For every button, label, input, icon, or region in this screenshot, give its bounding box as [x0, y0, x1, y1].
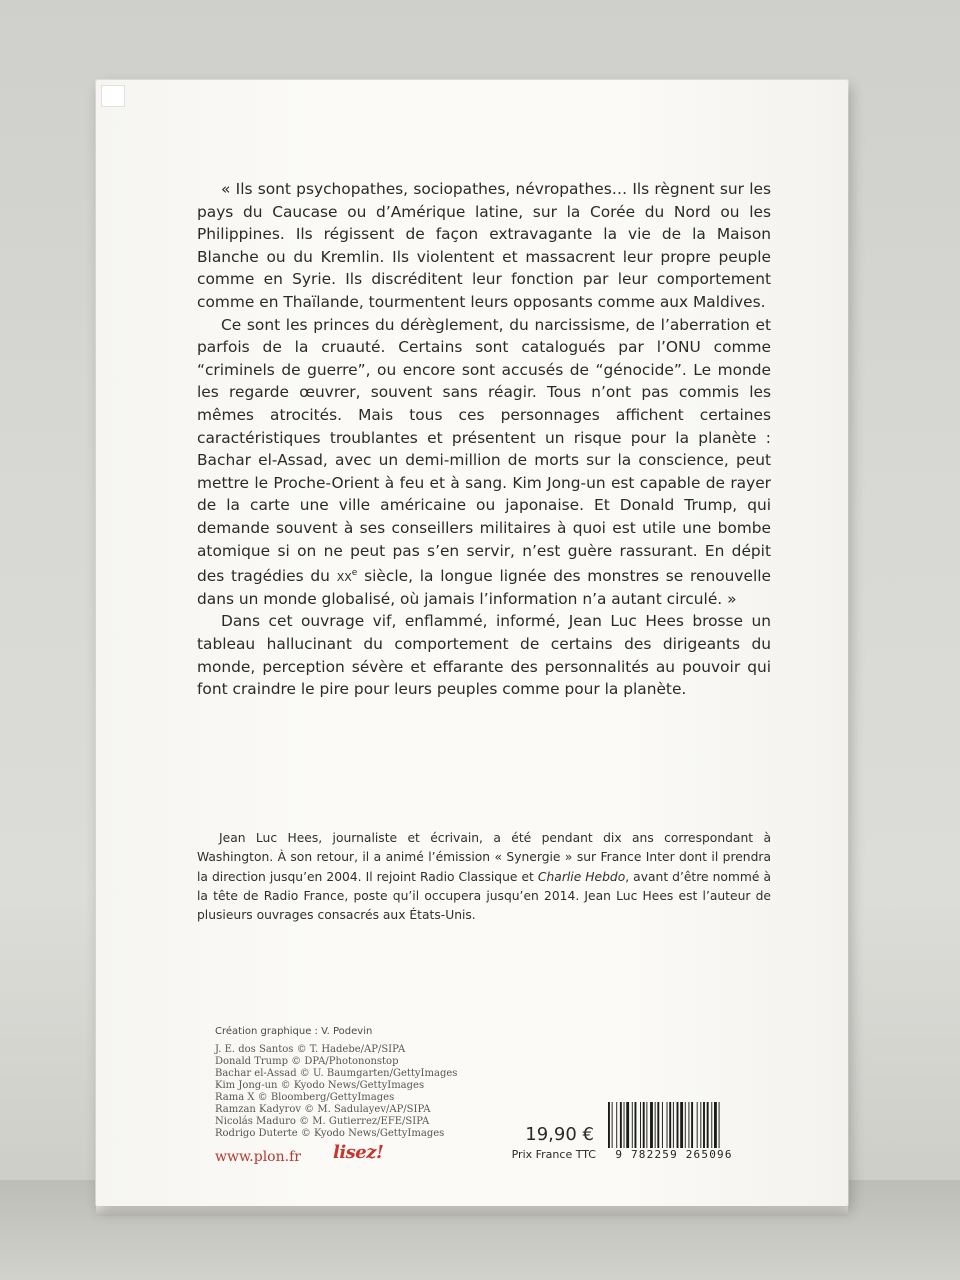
barcode-bar	[620, 1102, 622, 1148]
blurb-paragraph-3: Dans cet ouvrage vif, enflammé, informé, Jean Luc Hees brosse un tableau hallucinant du comportement de certains des dirigeants du monde, perception sévère et effarante des personnalités au pouvoir qui font craindre le pire pour leurs peuples comme pour la planète.	[197, 612, 771, 699]
barcode-bar	[700, 1102, 701, 1148]
price: 19,90 €	[525, 1124, 594, 1145]
lisez-logo: lisez!	[333, 1142, 384, 1163]
cover-corner-tab	[101, 85, 125, 107]
century-numeral: xx	[336, 567, 352, 586]
photo-credit-line: Nicolás Maduro © M. Gutierrez/EFE/SIPA	[215, 1116, 430, 1127]
barcode-bar	[662, 1102, 663, 1148]
barcode-bar	[677, 1102, 679, 1148]
barcode-bar	[650, 1102, 653, 1148]
design-credit: Création graphique : V. Podevin	[215, 1026, 373, 1037]
photo-credit-line: Ramzan Kadyrov © M. Sadulayev/AP/SIPA	[215, 1104, 431, 1115]
author-bio-part-b: , avant d’être nommé à la tête de Radio France, poste qu’il occupera jusqu’en 2014. Jean Luc Hees est l’auteur de plusieurs ouvrages consacrés aux États-Unis.	[197, 869, 772, 923]
barcode-bar	[667, 1102, 668, 1148]
barcode-bar	[703, 1102, 705, 1148]
publisher-website: www.plon.fr	[215, 1149, 301, 1165]
barcode-bar	[612, 1102, 613, 1148]
blurb-paragraph-2-part-a: Ce sont les princes du dérèglement, du narcissisme, de l’aberration et parfois de la cruauté. Certains sont catalogués par l’ONU comme “criminels de guerre”, ou encore sont accusés de “génocide”. Le monde les regarde œuvrer, souvent sans réagir. Tous n’ont pas commis les mêmes atrocités. Mais tous ces personnages affichent certaines caractéristiques troublantes et présentent un risque pour la planète : Bachar el-Assad, avec un demi-million de morts sur la conscience, peut mettre le Proche-Orient à feu et à sang. Kim Jong-un est capable de rayer de la carte une ville américaine ou japonaise. Et Donald Trump, qui demande souvent à ses conseillers militaires à quoi est utile une bombe atomique si on ne peut pas s’en servir, n’est guère rassurant. En dépit des tragédies du	[197, 315, 771, 586]
barcode-bar	[635, 1102, 637, 1148]
barcode-bar	[655, 1102, 656, 1148]
photo-credit-line: Donald Trump © DPA/Photononstop	[215, 1056, 399, 1067]
photo-credit-line: Rodrigo Duterte © Kyodo News/GettyImages	[215, 1128, 445, 1139]
barcode-bar	[711, 1102, 712, 1148]
photo-credit-line: Kim Jong-un © Kyodo News/GettyImages	[215, 1080, 425, 1091]
blurb-paragraph-1: « Ils sont psychopathes, sociopathes, névropathes… Ils règnent sur les pays du Caucase ou d’Amérique latine, sur la Corée du Nord ou les Philippines. Ils régissent de façon extravagante la vie de la Maison Blanche ou du Kremlin. Ils violentent et massacrent leur propre peuple comme en Syrie. Ils discréditent leur fonction par leur comportement comme en Thaïlande, tourmentent leurs opposants comme aux Maldives.	[197, 180, 771, 311]
barcode-bar	[643, 1102, 645, 1148]
barcode-bar	[626, 1102, 629, 1148]
barcode-bar	[616, 1102, 617, 1148]
barcode-bar	[608, 1102, 610, 1148]
barcode-bar	[685, 1102, 686, 1148]
photo-credit-line: Bachar el-Assad © U. Baumgarten/GettyImages	[215, 1068, 458, 1079]
book-bottom-edge	[96, 1206, 848, 1216]
barcode-bar	[669, 1102, 671, 1148]
isbn-number: 9 782259 265096	[615, 1148, 733, 1161]
barcode-bar	[697, 1102, 698, 1148]
century-superscript: e	[351, 568, 358, 579]
barcode-bar	[714, 1102, 717, 1148]
barcode-bar	[640, 1102, 641, 1148]
barcode-bar	[707, 1102, 709, 1148]
barcode-bar	[680, 1102, 683, 1148]
magazine-title: Charlie Hebdo	[537, 869, 626, 884]
barcode-bar	[646, 1102, 647, 1148]
barcode-bar	[719, 1102, 720, 1148]
blurb-paragraph-2-part-b: siècle, la longue lignée des monstres se renouvelle dans un monde globalisé, où jamais l’information n’a autant circulé. »	[197, 567, 771, 608]
barcode-bar	[624, 1102, 625, 1148]
blurb	[197, 178, 771, 701]
barcode-bar	[632, 1102, 633, 1148]
barcode-bar	[657, 1102, 659, 1148]
barcode-bar	[691, 1102, 693, 1148]
photo-credit-line: J. E. dos Santos © T. Hadebe/AP/SIPA	[215, 1044, 406, 1055]
photo-credit-line: Rama X © Bloomberg/GettyImages	[215, 1092, 395, 1103]
blurb-paragraph-2	[197, 314, 771, 611]
barcode-bars	[604, 1102, 744, 1148]
author-bio-part-a: Jean Luc Hees, journaliste et écrivain, a été pendant dix ans correspondant à Washington. À son retour, il a animé l’émission « Synergie » sur France Inter dont il prendra la direction jusqu’en 2004. Il rejoint Radio Classique et	[197, 831, 771, 884]
price-note: Prix France TTC	[511, 1148, 596, 1161]
author-bio	[197, 829, 771, 925]
barcode-bar	[673, 1102, 674, 1148]
barcode-bar	[688, 1102, 689, 1148]
photo-credits	[215, 1026, 515, 1140]
